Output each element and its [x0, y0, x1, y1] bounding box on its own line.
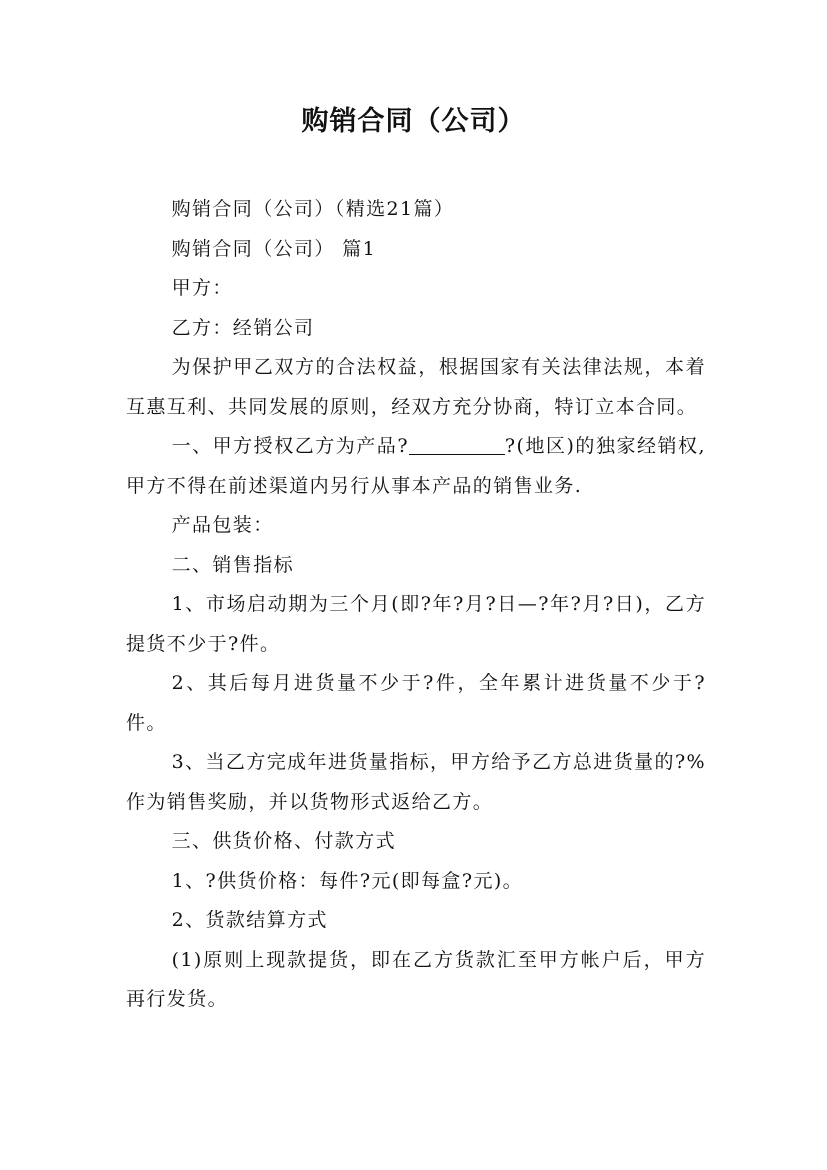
clause-one-text-after: ?(地区)的独家经销权,甲方不得在前述渠道内另行从事本产品的销售业务.	[126, 435, 706, 497]
paragraph-section-heading: 购销合同（公司） 篇1	[171, 237, 377, 260]
paragraph-party-a: 甲方：	[171, 277, 233, 299]
clause-one-text-before: 一、甲方授权乙方为产品?	[171, 435, 409, 457]
paragraph-pricing-heading: 三、供货价格、付款方式	[171, 830, 396, 852]
paragraph-clause-one	[126, 427, 706, 506]
product-blank-line	[409, 435, 505, 455]
paragraph-subtitle: 购销合同（公司）（精选21篇）	[171, 198, 455, 220]
paragraph-packaging: 产品包装：	[171, 514, 274, 536]
paragraph-payment-2: 2、货款结算方式	[171, 909, 328, 931]
paragraph-target-3: 3、当乙方完成年进货量指标，甲方给予乙方总进货量的?%作为销售奖励，并以货物形式返给乙方。	[126, 751, 706, 813]
document-title: 购销合同（公司）	[301, 106, 526, 137]
paragraph-payment-2-1: (1)原则上现款提货，即在乙方货款汇至甲方帐户后，甲方再行发货。	[126, 948, 706, 1010]
paragraph-party-b: 乙方：经销公司	[171, 316, 315, 339]
paragraph-preamble: 为保护甲乙双方的合法权益，根据国家有关法律法规，本着互惠互利、共同发展的原则，经双方充分协商，特订立本合同。	[126, 356, 706, 418]
paragraph-target-1: 1、市场启动期为三个月(即?年?月?日—?年?月?日)，乙方提货不少于?件。	[126, 593, 706, 655]
document-body	[126, 190, 706, 1020]
paragraph-sales-targets-heading: 二、销售指标	[171, 553, 294, 576]
paragraph-price-1: 1、?供货价格：每件?元(即每盒?元)。	[171, 869, 524, 892]
paragraph-target-2: 2、其后每月进货量不少于?件，全年累计进货量不少于?件。	[126, 672, 706, 734]
